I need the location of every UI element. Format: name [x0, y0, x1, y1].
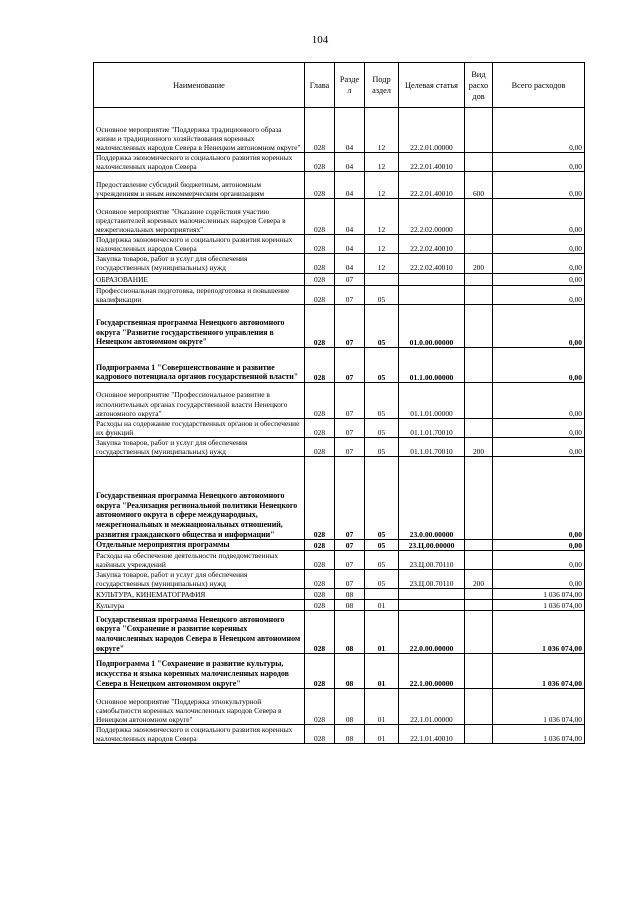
row-podrazdel: 05: [365, 457, 399, 540]
table-row: [94, 457, 585, 540]
row-target: 22.2.02.00000: [399, 199, 465, 235]
row-vid: [465, 347, 493, 382]
header-name: Наименование: [94, 63, 305, 108]
table-row: [94, 172, 585, 199]
row-target: 01.1.01.00000: [399, 382, 465, 418]
table-row: [94, 347, 585, 382]
row-target: 22.2.01.40010: [399, 153, 465, 172]
row-podrazdel: 12: [365, 153, 399, 172]
row-name: Закупка товаров, работ и услуг для обеспечения государственных (муниципальных) нужд: [94, 254, 305, 273]
row-target: 22.0.00.00000: [399, 611, 465, 654]
row-target: 23.Ц.00.70110: [399, 569, 465, 588]
row-glava: 028: [305, 172, 335, 199]
row-name: Государственная программа Ненецкого автономного округа "Развитие государственного управления в Ненецком автономном округе": [94, 304, 305, 347]
row-name: КУЛЬТУРА, КИНЕМАТОГРАФИЯ: [94, 589, 305, 600]
row-razdel: 07: [335, 569, 365, 588]
row-name: ОБРАЗОВАНИЕ: [94, 273, 305, 285]
row-glava: 028: [305, 457, 335, 540]
header-total: Всего расходов: [493, 63, 585, 108]
row-razdel: 08: [335, 589, 365, 600]
row-podrazdel: 05: [365, 550, 399, 569]
row-total: 0,00: [493, 199, 585, 235]
row-razdel: 04: [335, 199, 365, 235]
row-total: 0,00: [493, 437, 585, 456]
row-name: Поддержка экономического и социального развития коренных малочисленных народов Севера: [94, 153, 305, 172]
table-row: [94, 611, 585, 654]
table-row: [94, 108, 585, 153]
row-vid: [465, 382, 493, 418]
table-header-row: [94, 63, 585, 108]
row-glava: 028: [305, 273, 335, 285]
row-total: 1 036 074,00: [493, 654, 585, 689]
row-name: Основное мероприятие "Оказание содействия участию представителей коренных малочисленных народов Севера в межрегиональных мероприятиях": [94, 199, 305, 235]
row-target: 22.1.01.00000: [399, 689, 465, 725]
row-razdel: 07: [335, 285, 365, 304]
row-name: Предоставление субсидий бюджетным, автономным учреждениям и иным некоммерческим организациям: [94, 172, 305, 199]
row-vid: 600: [465, 172, 493, 199]
row-name: Государственная программа Ненецкого автономного округа "Сохранение и развитие коренных малочисленных народов Севера в Ненецком автономном округе": [94, 611, 305, 654]
row-total: 0,00: [493, 273, 585, 285]
table-row: [94, 418, 585, 437]
row-vid: [465, 153, 493, 172]
row-razdel: 08: [335, 611, 365, 654]
row-vid: 200: [465, 254, 493, 273]
row-vid: [465, 589, 493, 600]
row-total: 0,00: [493, 457, 585, 540]
row-podrazdel: 01: [365, 689, 399, 725]
row-razdel: 08: [335, 600, 365, 611]
row-name: Отдельные мероприятия программы: [94, 540, 305, 551]
row-total: 0,00: [493, 153, 585, 172]
row-vid: [465, 540, 493, 551]
row-target: 23.0.00.00000: [399, 457, 465, 540]
row-glava: 028: [305, 304, 335, 347]
row-target: 01.1.01.70010: [399, 418, 465, 437]
table-row: [94, 382, 585, 418]
table-row: [94, 540, 585, 551]
row-target: 22.2.02.40010: [399, 235, 465, 254]
row-vid: [465, 654, 493, 689]
row-podrazdel: 12: [365, 108, 399, 153]
row-target: 22.1.01.40010: [399, 725, 465, 744]
row-glava: 028: [305, 540, 335, 551]
row-total: 0,00: [493, 418, 585, 437]
row-total: 0,00: [493, 172, 585, 199]
row-name: Культура: [94, 600, 305, 611]
table-row: [94, 550, 585, 569]
row-name: Подпрограмма 1 "Сохранение и развитие культуры, искусства и языка коренных малочисленных народов Севера в Ненецком автономном округе": [94, 654, 305, 689]
row-vid: [465, 418, 493, 437]
row-target: [399, 273, 465, 285]
row-podrazdel: 01: [365, 600, 399, 611]
table-row: [94, 569, 585, 588]
row-podrazdel: [365, 589, 399, 600]
row-name: Поддержка экономического и социального развития коренных малочисленных народов Севера: [94, 725, 305, 744]
row-razdel: 08: [335, 689, 365, 725]
row-glava: 028: [305, 382, 335, 418]
row-razdel: 04: [335, 254, 365, 273]
row-podrazdel: [365, 273, 399, 285]
row-target: [399, 285, 465, 304]
row-target: 23.Ц.00.70110: [399, 550, 465, 569]
table-row: [94, 689, 585, 725]
row-name: Основное мероприятие "Поддержка традиционного образа жизни и традиционного хозяйствования коренных малочисленных народов Севера в Ненецком автономном округе": [94, 108, 305, 153]
row-name: Профессиональная подготовка, переподготовка и повышение квалификации: [94, 285, 305, 304]
header-razdel: Разде л: [335, 63, 365, 108]
row-podrazdel: 05: [365, 540, 399, 551]
row-podrazdel: 12: [365, 172, 399, 199]
row-name: Закупка товаров, работ и услуг для обеспечения государственных (муниципальных) нужд: [94, 569, 305, 588]
row-glava: 028: [305, 550, 335, 569]
row-podrazdel: 12: [365, 235, 399, 254]
budget-table: [93, 62, 585, 744]
row-podrazdel: 01: [365, 654, 399, 689]
header-target: Целевая статья: [399, 63, 465, 108]
row-razdel: 07: [335, 457, 365, 540]
row-glava: 028: [305, 108, 335, 153]
row-razdel: 07: [335, 273, 365, 285]
table-row: [94, 589, 585, 600]
row-target: 23.Ц.00.00000: [399, 540, 465, 551]
row-vid: [465, 273, 493, 285]
row-glava: 028: [305, 254, 335, 273]
header-vid: Вид расхо дов: [465, 63, 493, 108]
row-total: 1 036 074,00: [493, 589, 585, 600]
row-podrazdel: 12: [365, 254, 399, 273]
row-vid: [465, 199, 493, 235]
table-row: [94, 437, 585, 456]
row-name: Поддержка экономического и социального развития коренных малочисленных народов Севера: [94, 235, 305, 254]
row-vid: [465, 285, 493, 304]
row-name: Расходы на обеспечение деятельности подведомственных казённых учреждений: [94, 550, 305, 569]
row-razdel: 08: [335, 725, 365, 744]
row-vid: [465, 725, 493, 744]
row-vid: [465, 457, 493, 540]
row-podrazdel: 01: [365, 611, 399, 654]
row-podrazdel: 05: [365, 418, 399, 437]
row-total: 0,00: [493, 540, 585, 551]
row-podrazdel: 05: [365, 569, 399, 588]
row-glava: 028: [305, 600, 335, 611]
row-glava: 028: [305, 611, 335, 654]
row-podrazdel: 05: [365, 285, 399, 304]
row-name: Основное мероприятие "Профессиональное развитие в исполнительных органах государственной власти Ненецкого автономного округа": [94, 382, 305, 418]
table-row: [94, 273, 585, 285]
row-razdel: 04: [335, 153, 365, 172]
row-glava: 028: [305, 347, 335, 382]
row-name: Основное мероприятие "Поддержка этнокультурной самобытности коренных малочисленных народов Севера в Ненецком автономном округе": [94, 689, 305, 725]
row-podrazdel: 05: [365, 437, 399, 456]
row-razdel: 04: [335, 108, 365, 153]
row-target: [399, 589, 465, 600]
row-razdel: 07: [335, 550, 365, 569]
row-name: Закупка товаров, работ и услуг для обеспечения государственных (муниципальных) нужд: [94, 437, 305, 456]
row-vid: [465, 108, 493, 153]
header-podrazdel: Подр аздел: [365, 63, 399, 108]
row-glava: 028: [305, 589, 335, 600]
row-vid: [465, 550, 493, 569]
row-razdel: 07: [335, 437, 365, 456]
row-vid: 200: [465, 437, 493, 456]
row-razdel: 08: [335, 654, 365, 689]
row-target: 22.1.00.00000: [399, 654, 465, 689]
row-razdel: 07: [335, 540, 365, 551]
row-target: 01.1.00.00000: [399, 347, 465, 382]
row-glava: 028: [305, 689, 335, 725]
row-vid: [465, 689, 493, 725]
row-vid: [465, 600, 493, 611]
row-glava: 028: [305, 235, 335, 254]
table-row: [94, 304, 585, 347]
row-target: 22.2.01.40010: [399, 172, 465, 199]
row-total: 1 036 074,00: [493, 689, 585, 725]
row-total: 0,00: [493, 254, 585, 273]
row-podrazdel: 01: [365, 725, 399, 744]
table-row: [94, 235, 585, 254]
row-razdel: 04: [335, 172, 365, 199]
row-razdel: 07: [335, 382, 365, 418]
row-glava: 028: [305, 654, 335, 689]
table-row: [94, 199, 585, 235]
row-razdel: 07: [335, 304, 365, 347]
row-total: 0,00: [493, 108, 585, 153]
row-vid: [465, 304, 493, 347]
row-name: Государственная программа Ненецкого автономного округа "Реализация региональной политики Ненецкого автономного округа в сфере международных, межрегиональных и межнациональных отношений, развития гражданского общества и информации": [94, 457, 305, 540]
header-glava: Глава: [305, 63, 335, 108]
table-row: [94, 254, 585, 273]
table-row: [94, 153, 585, 172]
row-total: 0,00: [493, 569, 585, 588]
row-glava: 028: [305, 569, 335, 588]
row-vid: [465, 235, 493, 254]
row-vid: 200: [465, 569, 493, 588]
row-total: 0,00: [493, 550, 585, 569]
row-target: [399, 600, 465, 611]
row-target: 22.2.01.00000: [399, 108, 465, 153]
row-podrazdel: 05: [365, 347, 399, 382]
table-row: [94, 600, 585, 611]
row-glava: 028: [305, 725, 335, 744]
row-glava: 028: [305, 285, 335, 304]
row-razdel: 07: [335, 347, 365, 382]
row-total: 1 036 074,00: [493, 600, 585, 611]
row-total: 1 036 074,00: [493, 725, 585, 744]
table-row: [94, 285, 585, 304]
row-podrazdel: 05: [365, 304, 399, 347]
table-row: [94, 654, 585, 689]
row-podrazdel: 12: [365, 199, 399, 235]
row-podrazdel: 05: [365, 382, 399, 418]
table-row: [94, 725, 585, 744]
row-razdel: 04: [335, 235, 365, 254]
row-vid: [465, 611, 493, 654]
row-total: 1 036 074,00: [493, 611, 585, 654]
row-glava: 028: [305, 153, 335, 172]
row-name: Подпрограмма 1 "Совершенствование и развитие кадрового потенциала органов государственной власти": [94, 347, 305, 382]
row-glava: 028: [305, 418, 335, 437]
row-total: 0,00: [493, 235, 585, 254]
row-glava: 028: [305, 199, 335, 235]
row-total: 0,00: [493, 382, 585, 418]
row-target: 01.1.01.70010: [399, 437, 465, 456]
row-glava: 028: [305, 437, 335, 456]
row-target: 01.0.00.00000: [399, 304, 465, 347]
row-total: 0,00: [493, 304, 585, 347]
row-total: 0,00: [493, 285, 585, 304]
row-target: 22.2.02.40010: [399, 254, 465, 273]
row-total: 0,00: [493, 347, 585, 382]
row-name: Расходы на содержание государственных органов и обеспечение их функций: [94, 418, 305, 437]
row-razdel: 07: [335, 418, 365, 437]
page-number: 104: [311, 34, 329, 46]
